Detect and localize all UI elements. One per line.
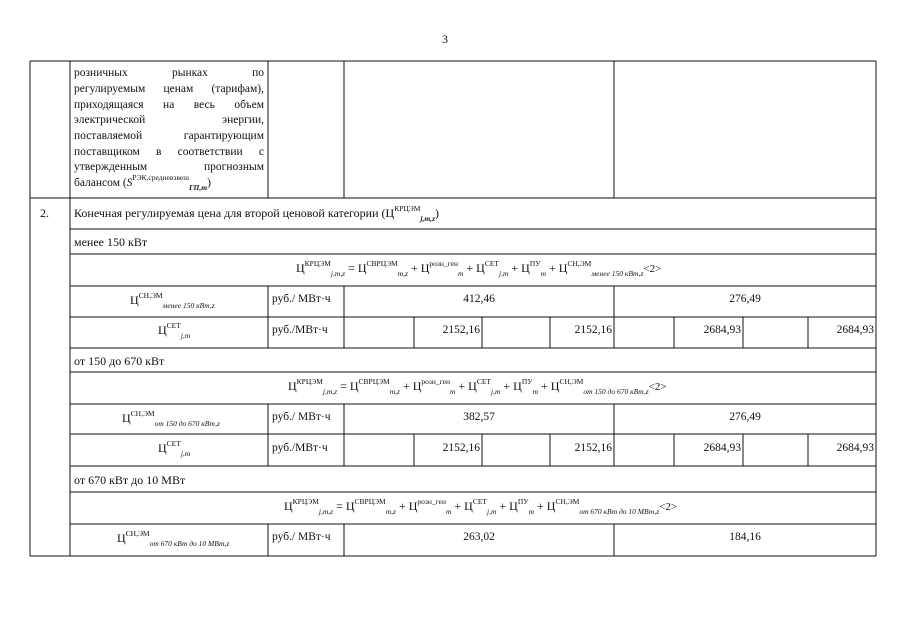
value-cell: 412,46 xyxy=(463,293,495,305)
footnote-marker: <2> xyxy=(648,381,667,393)
row1-line-last xyxy=(74,173,211,192)
value-cell: 276,49 xyxy=(729,293,761,305)
sn-label: $Ц^{СН,ЭМ}_{менее 150 кВт,z}$ xyxy=(130,291,215,310)
title-sup: КРЦЭМ xyxy=(394,204,421,213)
row1-line: поставляемой гарантирующим xyxy=(74,130,264,142)
formula: $Ц^{КРЦЭМ}_{j,m,z} = Ц^{СВРЦЭМ}_{m,z} + Ц^{розн\_ген}_m + Ц^{СЕТ}_{j,m} + Ц^{ПУ}_m + Ц^{СН,ЭМ}_{от 670 кВт до 10 МВт,z}<2>$ xyxy=(284,497,678,516)
row1-last-prefix: балансом ( xyxy=(74,177,127,189)
group-heading: менее 150 кВт xyxy=(74,235,148,249)
page-number: 3 xyxy=(442,32,448,46)
value-cell: 2684,93 xyxy=(703,442,741,454)
footnote-marker: <2> xyxy=(643,263,662,275)
value-cell: 2684,93 xyxy=(836,442,874,454)
set-label: $Ц^{СЕТ}_{j,m}$ xyxy=(158,321,191,340)
symbol-sub: ГП,m xyxy=(189,183,208,192)
value-cell: 2152,16 xyxy=(442,324,480,336)
value-cell: 2684,93 xyxy=(836,324,874,336)
value-cell: 263,02 xyxy=(463,531,495,543)
symbol-sup: РЭК,средневзвеш xyxy=(132,173,189,182)
formula: $Ц^{КРЦЭМ}_{j,m,z} = Ц^{СВРЦЭМ}_{m,z} + Ц^{розн\_ген}_m + Ц^{СЕТ}_{j,m} + Ц^{ПУ}_m + Ц^{СН,ЭМ}_{менее 150 кВт,z}<2>$ xyxy=(296,259,662,278)
sn-label: $Ц^{СН,ЭМ}_{от 670 кВт до 10 МВт,z}$ xyxy=(117,529,230,548)
row1-line: поставщиком в соответствии с xyxy=(74,146,264,158)
unit-cell: руб./МВт·ч xyxy=(272,442,328,454)
footnote-marker: <2> xyxy=(659,501,678,513)
value-cell: 2684,93 xyxy=(703,324,741,336)
section-number: 2. xyxy=(40,206,49,220)
value-cell: 382,57 xyxy=(463,411,495,423)
value-cell: 184,16 xyxy=(729,531,761,543)
row1-line: приходящаяся на весь объем xyxy=(74,99,264,111)
value-cell: 2152,16 xyxy=(442,442,480,454)
set-label: $Ц^{СЕТ}_{j,m}$ xyxy=(158,439,191,458)
title-suffix: ) xyxy=(435,206,439,220)
unit-cell: руб./ МВт·ч xyxy=(272,531,331,543)
symbol-base: S xyxy=(126,177,133,189)
row1-last-suffix: ) xyxy=(207,177,211,189)
unit-cell: руб./ МВт·ч xyxy=(272,293,331,305)
section-title xyxy=(74,206,439,222)
row1-line: регулируемым ценам (тарифам), xyxy=(74,83,264,95)
value-cell: 276,49 xyxy=(729,411,761,423)
group-heading: от 670 кВт до 10 МВт xyxy=(74,473,186,487)
row1-line: розничных рынках по xyxy=(74,67,264,79)
formula: $Ц^{КРЦЭМ}_{j,m,z} = Ц^{СВРЦЭМ}_{m,z} + Ц^{розн\_ген}_m + Ц^{СЕТ}_{j,m} + Ц^{ПУ}_m + Ц^{СН,ЭМ}_{от 150 до 670 кВт,z}<2>$ xyxy=(288,377,667,396)
section-title-text: Конечная регулируемая цена для второй ценовой категории (Ц xyxy=(74,206,395,220)
title-sub: j,m,z xyxy=(420,214,435,223)
sn-label: $Ц^{СН,ЭМ}_{от 150 до 670 кВт,z}$ xyxy=(122,409,220,428)
row1-line: утвержденным прогнозным xyxy=(74,161,264,173)
row1-line: электрической энергии, xyxy=(74,114,264,126)
unit-cell: руб./ МВт·ч xyxy=(272,411,331,423)
unit-cell: руб./МВт·ч xyxy=(272,324,328,336)
value-cell: 2152,16 xyxy=(574,324,612,336)
value-cell: 2152,16 xyxy=(574,442,612,454)
group-heading: от 150 до 670 кВт xyxy=(74,354,165,368)
